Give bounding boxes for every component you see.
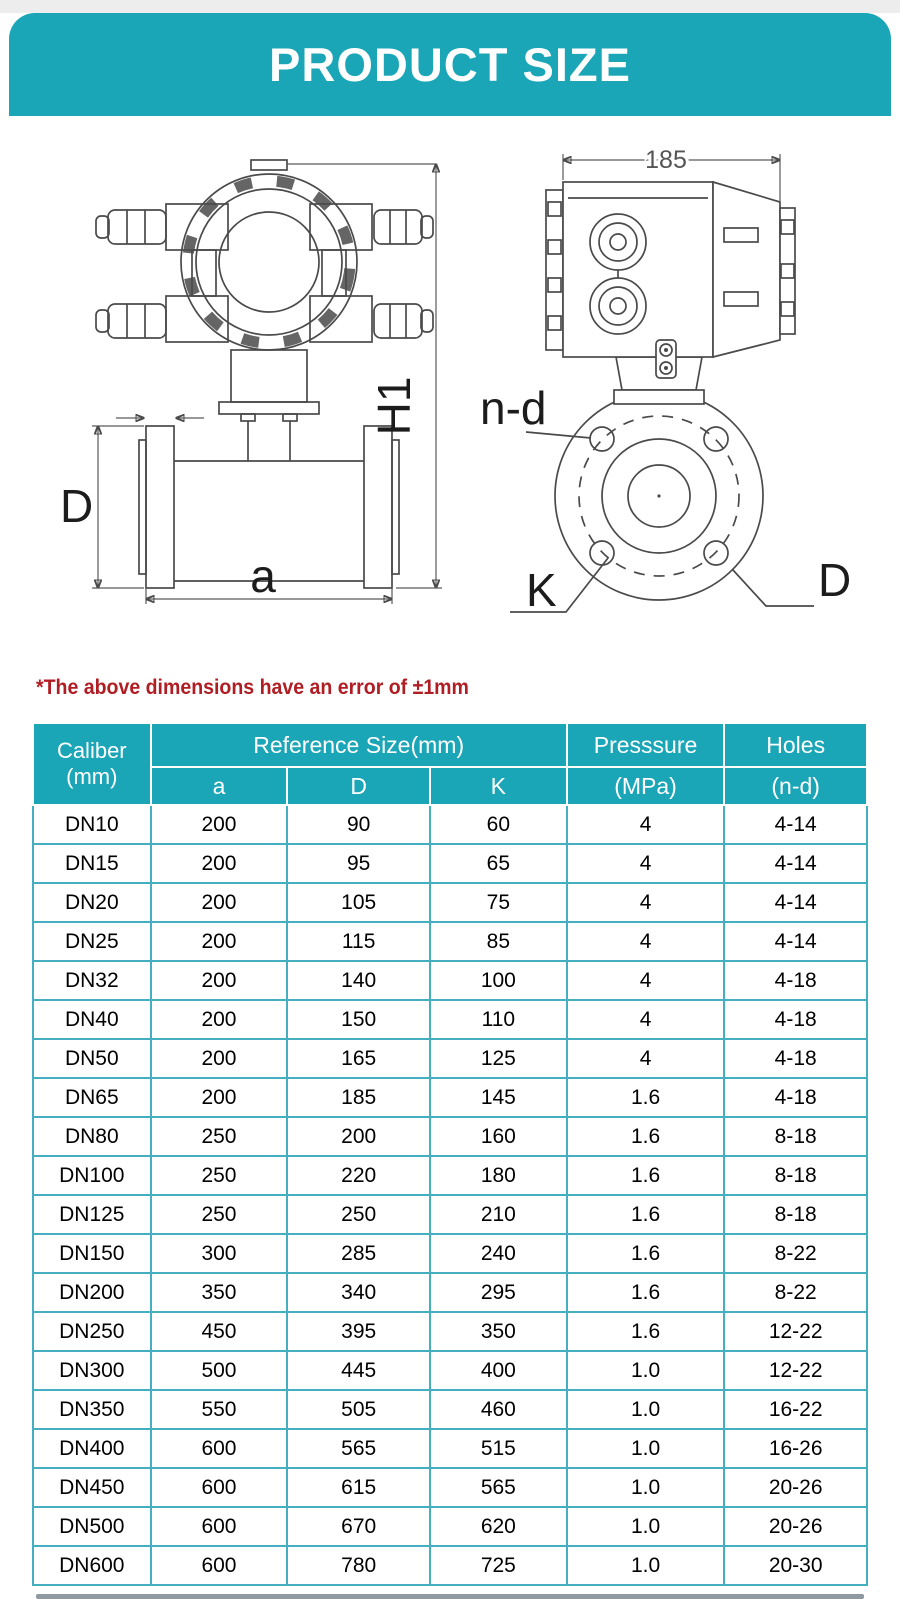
table-cell-caliber: DN250 bbox=[33, 1312, 151, 1351]
table-cell: 240 bbox=[430, 1234, 567, 1273]
table-cell: 65 bbox=[430, 844, 567, 883]
table-row bbox=[33, 1507, 867, 1546]
table-cell: 165 bbox=[287, 1039, 430, 1078]
table-row bbox=[33, 1039, 867, 1078]
table-cell-caliber: DN200 bbox=[33, 1273, 151, 1312]
table-cell: 250 bbox=[151, 1195, 288, 1234]
table-cell-caliber: DN65 bbox=[33, 1078, 151, 1117]
table-cell: 1.6 bbox=[567, 1078, 725, 1117]
table-cell: 8-22 bbox=[724, 1234, 867, 1273]
table-cell: 60 bbox=[430, 805, 567, 844]
table-cell: 75 bbox=[430, 883, 567, 922]
table-cell-caliber: DN50 bbox=[33, 1039, 151, 1078]
table-row bbox=[33, 1000, 867, 1039]
table-cell: 4-18 bbox=[724, 1039, 867, 1078]
col-header-reference-size: Reference Size(mm) bbox=[151, 723, 567, 767]
table-row bbox=[33, 1078, 867, 1117]
table-cell: 460 bbox=[430, 1390, 567, 1429]
table-cell: 1.6 bbox=[567, 1195, 725, 1234]
table-cell: 4-18 bbox=[724, 961, 867, 1000]
table-cell: 200 bbox=[151, 1039, 288, 1078]
table-cell: 565 bbox=[287, 1429, 430, 1468]
col-header-holes: Holes bbox=[724, 723, 867, 767]
converter-housing bbox=[546, 182, 795, 378]
col-header-holes-unit: (n-d) bbox=[724, 767, 867, 805]
table-row bbox=[33, 1429, 867, 1468]
table-cell: 20-30 bbox=[724, 1546, 867, 1585]
table-cell: 200 bbox=[151, 961, 288, 1000]
flowmeter-side-view-drawing bbox=[58, 154, 448, 604]
table-cell-caliber: DN150 bbox=[33, 1234, 151, 1273]
size-table-header bbox=[33, 723, 867, 805]
dim-label-H1: H1 bbox=[368, 376, 420, 436]
table-cell: 16-26 bbox=[724, 1429, 867, 1468]
table-cell: 600 bbox=[151, 1546, 288, 1585]
table-cell: 550 bbox=[151, 1390, 288, 1429]
table-cell: 500 bbox=[151, 1351, 288, 1390]
table-cell: 185 bbox=[287, 1078, 430, 1117]
table-cell: 505 bbox=[287, 1390, 430, 1429]
table-cell-caliber: DN450 bbox=[33, 1468, 151, 1507]
table-row bbox=[33, 1390, 867, 1429]
table-cell: 565 bbox=[430, 1468, 567, 1507]
table-cell: 1.6 bbox=[567, 1273, 725, 1312]
table-cell: 200 bbox=[151, 1000, 288, 1039]
flange-face bbox=[555, 392, 763, 600]
table-cell: 20-26 bbox=[724, 1468, 867, 1507]
table-row bbox=[33, 922, 867, 961]
top-strip bbox=[0, 0, 900, 13]
table-cell: 200 bbox=[151, 883, 288, 922]
table-cell: 1.0 bbox=[567, 1507, 725, 1546]
table-cell: 4 bbox=[567, 922, 725, 961]
col-header-pressure: Presssure bbox=[567, 723, 725, 767]
label-D: D bbox=[818, 554, 852, 606]
table-row bbox=[33, 1312, 867, 1351]
bottom-divider bbox=[36, 1594, 864, 1599]
label-K: K bbox=[526, 564, 557, 614]
table-row bbox=[33, 1234, 867, 1273]
table-cell: 210 bbox=[430, 1195, 567, 1234]
dim-label-185: 185 bbox=[645, 146, 687, 174]
table-cell: 8-18 bbox=[724, 1117, 867, 1156]
table-cell: 145 bbox=[430, 1078, 567, 1117]
col-header-K: K bbox=[430, 767, 567, 805]
technical-drawings bbox=[0, 116, 900, 660]
title-banner bbox=[9, 13, 891, 116]
table-cell: 620 bbox=[430, 1507, 567, 1546]
table-cell: 350 bbox=[430, 1312, 567, 1351]
table-cell: 85 bbox=[430, 922, 567, 961]
label-n-d: n-d bbox=[480, 382, 547, 434]
col-header-a: a bbox=[151, 767, 288, 805]
table-cell: 4 bbox=[567, 961, 725, 1000]
table-cell-caliber: DN15 bbox=[33, 844, 151, 883]
table-cell: 725 bbox=[430, 1546, 567, 1585]
table-cell: 200 bbox=[151, 922, 288, 961]
table-cell: 450 bbox=[151, 1312, 288, 1351]
table-cell: 95 bbox=[287, 844, 430, 883]
table-cell: 400 bbox=[430, 1351, 567, 1390]
col-header-D: D bbox=[287, 767, 430, 805]
dim-label-a: a bbox=[250, 550, 276, 602]
table-row bbox=[33, 1195, 867, 1234]
cable-glands bbox=[96, 210, 433, 338]
table-cell-caliber: DN125 bbox=[33, 1195, 151, 1234]
table-cell: 220 bbox=[287, 1156, 430, 1195]
table-cell-caliber: DN500 bbox=[33, 1507, 151, 1546]
table-cell: 780 bbox=[287, 1546, 430, 1585]
dimension-D bbox=[60, 418, 204, 588]
table-cell: 4 bbox=[567, 844, 725, 883]
table-cell: 1.6 bbox=[567, 1156, 725, 1195]
size-table-body bbox=[33, 805, 867, 1585]
table-cell: 600 bbox=[151, 1468, 288, 1507]
table-cell: 200 bbox=[151, 805, 288, 844]
table-cell: 20-26 bbox=[724, 1507, 867, 1546]
table-cell-caliber: DN10 bbox=[33, 805, 151, 844]
table-cell: 445 bbox=[287, 1351, 430, 1390]
table-cell: 615 bbox=[287, 1468, 430, 1507]
table-cell: 1.0 bbox=[567, 1390, 725, 1429]
table-cell-caliber: DN80 bbox=[33, 1117, 151, 1156]
table-cell: 1.0 bbox=[567, 1429, 725, 1468]
table-cell-caliber: DN100 bbox=[33, 1156, 151, 1195]
table-cell: 180 bbox=[430, 1156, 567, 1195]
table-cell: 4-14 bbox=[724, 844, 867, 883]
table-cell: 100 bbox=[430, 961, 567, 1000]
size-table bbox=[32, 722, 868, 1586]
table-cell: 8-22 bbox=[724, 1273, 867, 1312]
dim-label-D: D bbox=[60, 480, 94, 532]
table-cell: 4 bbox=[567, 883, 725, 922]
table-cell: 115 bbox=[287, 922, 430, 961]
table-cell: 4 bbox=[567, 1039, 725, 1078]
dimension-a bbox=[146, 550, 392, 604]
col-header-caliber bbox=[33, 723, 151, 805]
table-cell-caliber: DN300 bbox=[33, 1351, 151, 1390]
col-header-caliber-label: Caliber bbox=[56, 737, 127, 763]
table-cell: 4-14 bbox=[724, 883, 867, 922]
table-cell: 4-18 bbox=[724, 1078, 867, 1117]
table-cell: 340 bbox=[287, 1273, 430, 1312]
table-cell-caliber: DN600 bbox=[33, 1546, 151, 1585]
table-row bbox=[33, 1117, 867, 1156]
table-cell-caliber: DN32 bbox=[33, 961, 151, 1000]
table-cell: 200 bbox=[151, 1078, 288, 1117]
table-cell-caliber: DN40 bbox=[33, 1000, 151, 1039]
table-cell: 4-14 bbox=[724, 805, 867, 844]
table-cell: 12-22 bbox=[724, 1312, 867, 1351]
table-cell: 4 bbox=[567, 1000, 725, 1039]
table-row bbox=[33, 1156, 867, 1195]
bolt-hole bbox=[704, 427, 728, 451]
table-row bbox=[33, 1273, 867, 1312]
table-cell: 8-18 bbox=[724, 1195, 867, 1234]
tolerance-note: *The above dimensions have an error of ±1mm bbox=[36, 676, 469, 699]
bolt-hole bbox=[590, 427, 614, 451]
table-cell: 600 bbox=[151, 1429, 288, 1468]
flowmeter-front-view-drawing bbox=[468, 144, 868, 614]
table-cell-caliber: DN25 bbox=[33, 922, 151, 961]
table-cell: 285 bbox=[287, 1234, 430, 1273]
table-cell: 1.0 bbox=[567, 1546, 725, 1585]
table-cell: 90 bbox=[287, 805, 430, 844]
table-row bbox=[33, 1468, 867, 1507]
table-cell: 150 bbox=[287, 1000, 430, 1039]
col-header-caliber-unit: (mm) bbox=[66, 764, 118, 789]
table-row bbox=[33, 883, 867, 922]
table-row bbox=[33, 1351, 867, 1390]
table-cell: 1.6 bbox=[567, 1234, 725, 1273]
table-cell: 1.6 bbox=[567, 1312, 725, 1351]
table-cell: 250 bbox=[151, 1117, 288, 1156]
table-cell: 200 bbox=[151, 844, 288, 883]
table-cell: 4-14 bbox=[724, 922, 867, 961]
table-cell: 8-18 bbox=[724, 1156, 867, 1195]
table-cell: 395 bbox=[287, 1312, 430, 1351]
table-cell: 105 bbox=[287, 883, 430, 922]
table-cell: 295 bbox=[430, 1273, 567, 1312]
table-cell-caliber: DN350 bbox=[33, 1390, 151, 1429]
table-cell: 250 bbox=[151, 1156, 288, 1195]
table-cell: 4 bbox=[567, 805, 725, 844]
table-cell: 16-22 bbox=[724, 1390, 867, 1429]
table-cell-caliber: DN20 bbox=[33, 883, 151, 922]
table-cell: 4-18 bbox=[724, 1000, 867, 1039]
table-row bbox=[33, 1546, 867, 1585]
table-cell: 200 bbox=[287, 1117, 430, 1156]
table-cell: 515 bbox=[430, 1429, 567, 1468]
table-cell: 12-22 bbox=[724, 1351, 867, 1390]
table-cell: 110 bbox=[430, 1000, 567, 1039]
table-cell: 125 bbox=[430, 1039, 567, 1078]
table-cell: 1.0 bbox=[567, 1351, 725, 1390]
table-cell: 1.6 bbox=[567, 1117, 725, 1156]
table-cell: 350 bbox=[151, 1273, 288, 1312]
page-title: PRODUCT SIZE bbox=[269, 38, 631, 91]
table-row bbox=[33, 961, 867, 1000]
table-cell-caliber: DN400 bbox=[33, 1429, 151, 1468]
table-row bbox=[33, 844, 867, 883]
table-cell: 1.0 bbox=[567, 1468, 725, 1507]
table-cell: 140 bbox=[287, 961, 430, 1000]
table-cell: 160 bbox=[430, 1117, 567, 1156]
table-cell: 250 bbox=[287, 1195, 430, 1234]
table-row bbox=[33, 805, 867, 844]
table-cell: 600 bbox=[151, 1507, 288, 1546]
table-cell: 670 bbox=[287, 1507, 430, 1546]
table-cell: 300 bbox=[151, 1234, 288, 1273]
col-header-pressure-unit: (MPa) bbox=[567, 767, 725, 805]
